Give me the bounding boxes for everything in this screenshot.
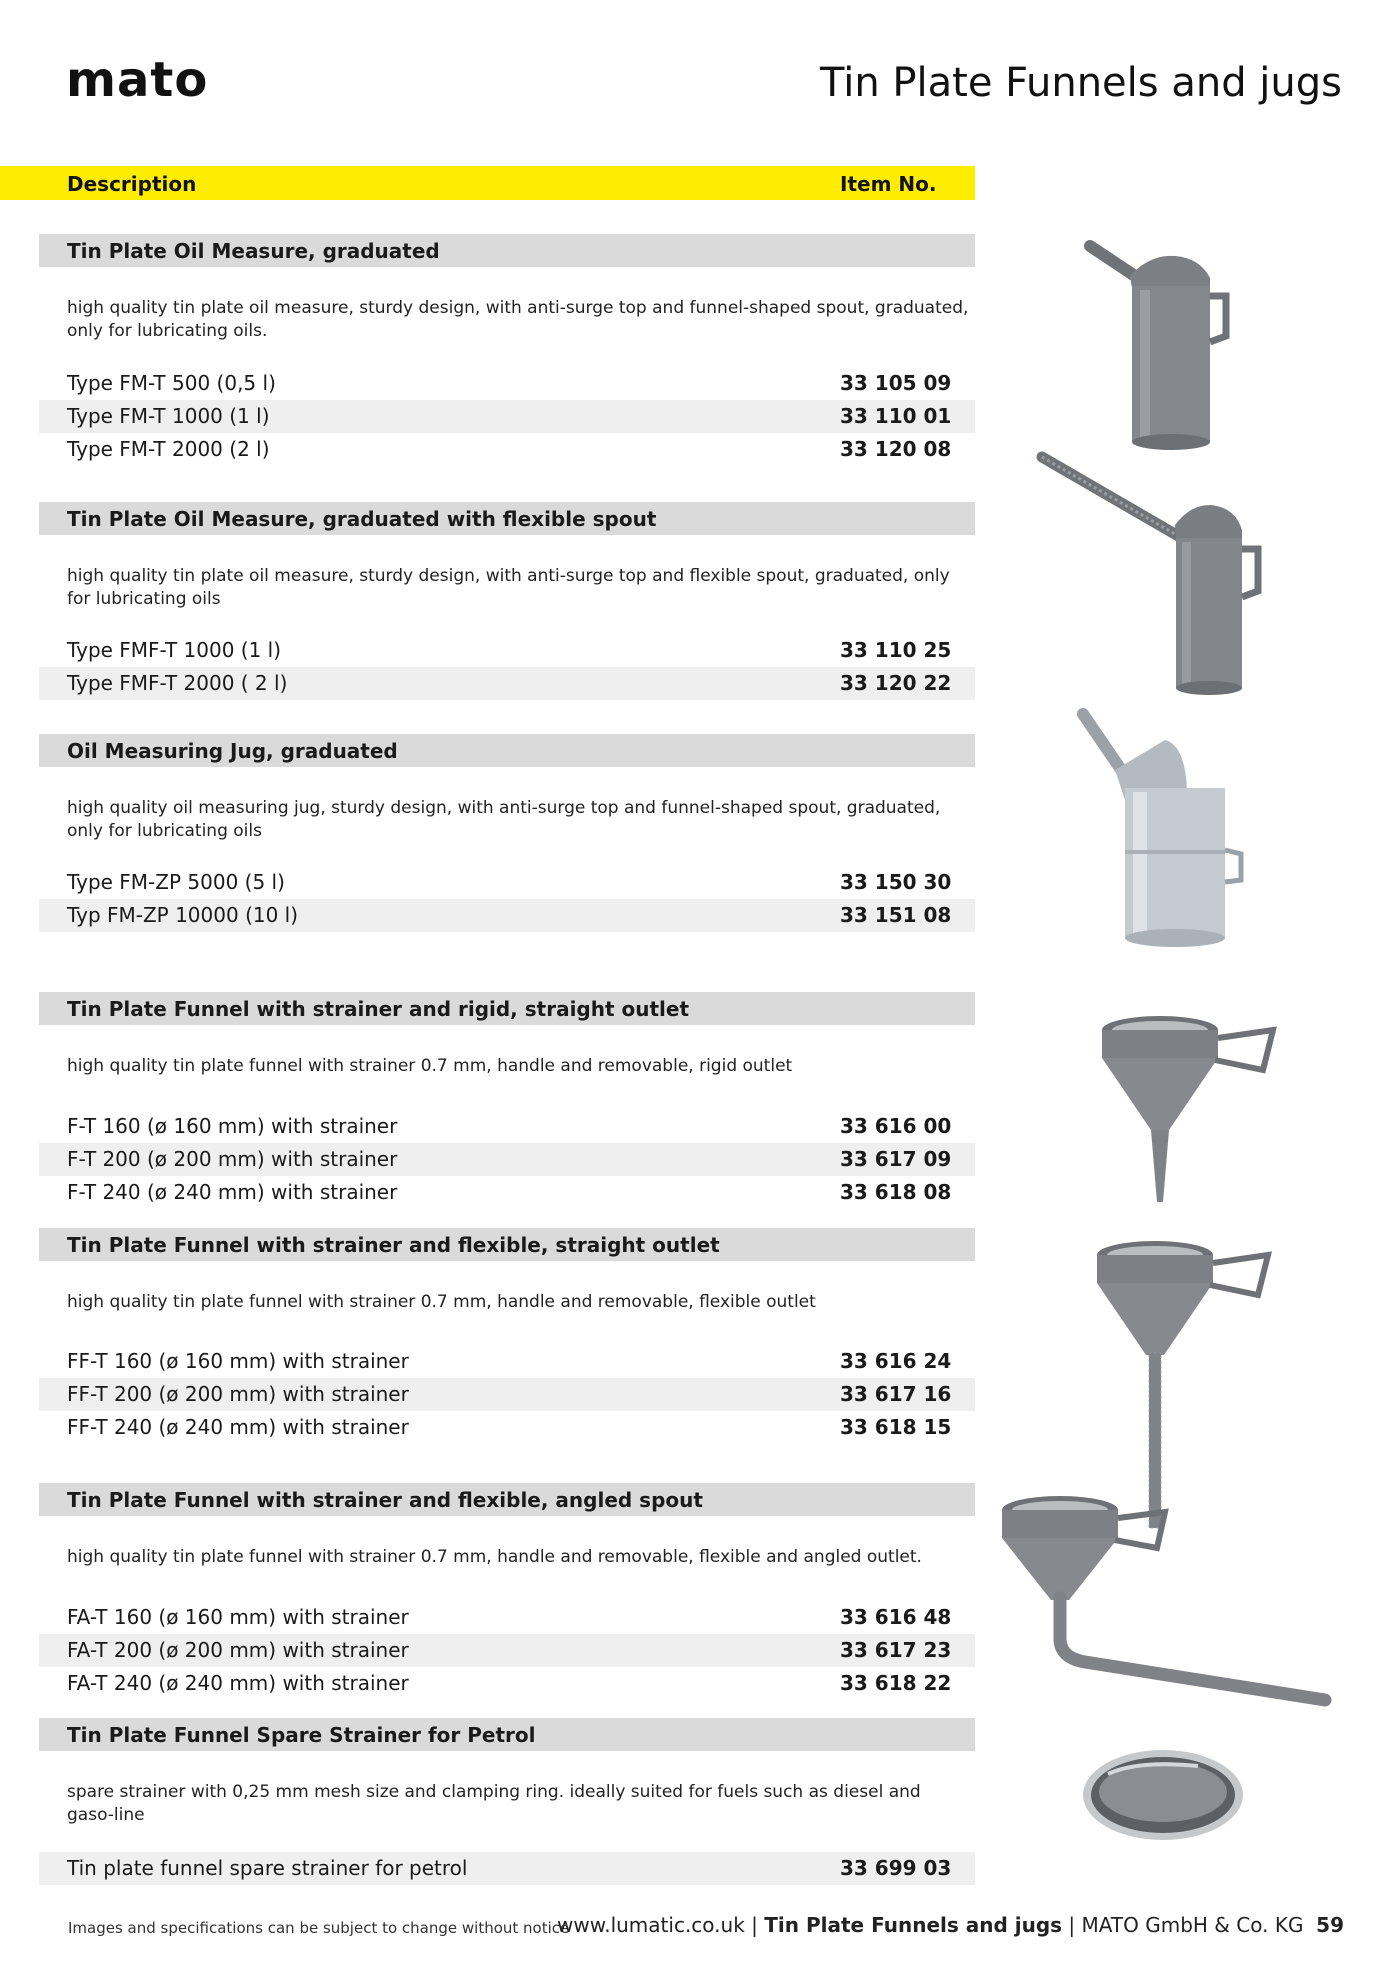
item-number: 33 618 15 xyxy=(840,1415,952,1439)
company-name: MATO GmbH & Co. KG xyxy=(1081,1913,1304,1937)
section-title: Tin Plate Funnel with strainer and rigid, straight outlet xyxy=(67,997,690,1021)
product-type: FF-T 160 (ø 160 mm) with strainer xyxy=(67,1349,409,1373)
section-description: high quality tin plate funnel with strainer 0.7 mm, handle and removable, rigid outlet xyxy=(67,1056,793,1076)
product-type: Type FM-T 1000 (1 l) xyxy=(67,404,270,428)
product-type: FF-T 200 (ø 200 mm) with strainer xyxy=(67,1382,409,1406)
item-number: 33 618 08 xyxy=(840,1180,952,1204)
product-type: Type FM-T 2000 (2 l) xyxy=(67,437,270,461)
product-type: Type FMF-T 2000 ( 2 l) xyxy=(67,671,288,695)
oil-measure-flexible-spout-image xyxy=(1030,445,1280,705)
spare-strainer-image xyxy=(1078,1740,1248,1850)
page-number: 59 xyxy=(1316,1913,1344,1937)
product-type: Typ FM-ZP 10000 (10 l) xyxy=(67,903,299,927)
item-number: 33 699 03 xyxy=(840,1856,952,1880)
item-number: 33 151 08 xyxy=(840,903,952,927)
product-type: Type FMF-T 1000 (1 l) xyxy=(67,638,282,662)
item-number: 33 617 16 xyxy=(840,1382,952,1406)
disclaimer-note: Images and specifications can be subject to change without notice xyxy=(68,1919,570,1937)
product-type: Tin plate funnel spare strainer for petrol xyxy=(67,1856,468,1880)
section-description: high quality tin plate funnel with strainer 0.7 mm, handle and removable, flexible outlet xyxy=(67,1292,816,1312)
item-number: 33 120 22 xyxy=(840,671,952,695)
description-column-header: Description xyxy=(67,172,197,196)
product-type: FA-T 200 (ø 200 mm) with strainer xyxy=(67,1638,409,1662)
oil-measure-image xyxy=(1080,236,1260,456)
product-type: FF-T 240 (ø 240 mm) with strainer xyxy=(67,1415,409,1439)
section-title: Tin Plate Funnel with strainer and flexible, angled spout xyxy=(67,1488,703,1512)
footer-separator: | xyxy=(751,1913,758,1937)
item-number: 33 618 22 xyxy=(840,1671,952,1695)
product-type: Type FM-T 500 (0,5 l) xyxy=(67,371,276,395)
section-title: Tin Plate Oil Measure, graduated with flexible spout xyxy=(67,507,657,531)
item-number: 33 617 23 xyxy=(840,1638,952,1662)
page-footer xyxy=(557,1913,1344,1937)
section-description: high quality tin plate oil measure, sturdy design, with anti-surge top and funnel-shaped spout, graduated, only for lubricating oils. xyxy=(67,298,969,341)
section-description: high quality tin plate oil measure, sturdy design, with anti-surge top and flexible spout, graduated, only for lubricating oils xyxy=(67,566,950,609)
section-description: high quality tin plate funnel with strainer 0.7 mm, handle and removable, flexible and angled outlet. xyxy=(67,1547,922,1567)
product-type: FA-T 160 (ø 160 mm) with strainer xyxy=(67,1605,409,1629)
product-type: F-T 240 (ø 240 mm) with strainer xyxy=(67,1180,398,1204)
product-type: F-T 160 (ø 160 mm) with strainer xyxy=(67,1114,398,1138)
item-number: 33 616 48 xyxy=(840,1605,952,1629)
product-type: FA-T 240 (ø 240 mm) with strainer xyxy=(67,1671,409,1695)
item-number: 33 105 09 xyxy=(840,371,952,395)
brand-logo: mato xyxy=(66,52,209,108)
oil-measuring-jug-image xyxy=(1075,700,1245,960)
footer-section-name: Tin Plate Funnels and jugs xyxy=(764,1913,1063,1937)
section-title: Oil Measuring Jug, graduated xyxy=(67,739,398,763)
section-title: Tin Plate Funnel Spare Strainer for Petrol xyxy=(67,1723,536,1747)
item-number: 33 616 00 xyxy=(840,1114,952,1138)
item-number: 33 110 01 xyxy=(840,404,952,428)
item-number: 33 120 08 xyxy=(840,437,952,461)
website-link[interactable]: www.lumatic.co.uk xyxy=(556,1913,745,1937)
item-number: 33 616 24 xyxy=(840,1349,952,1373)
section-description: spare strainer with 0,25 mm mesh size and clamping ring. ideally suited for fuels such as diesel and gaso-line xyxy=(67,1782,921,1825)
footer-separator: | xyxy=(1068,1913,1076,1937)
section-title: Tin Plate Funnel with strainer and flexible, straight outlet xyxy=(67,1233,720,1257)
product-type: F-T 200 (ø 200 mm) with strainer xyxy=(67,1147,398,1171)
item-number: 33 150 30 xyxy=(840,870,952,894)
page-title: Tin Plate Funnels and jugs xyxy=(820,60,1342,106)
product-type: Type FM-ZP 5000 (5 l) xyxy=(67,870,285,894)
funnel-angled-spout-image xyxy=(995,1490,1345,1720)
funnel-rigid-outlet-image xyxy=(1095,1010,1285,1210)
section-description: high quality oil measuring jug, sturdy design, with anti-surge top and funnel-shaped spout, graduated, only for lubricating oils xyxy=(67,798,941,841)
section-title: Tin Plate Oil Measure, graduated xyxy=(67,239,440,263)
item-number: 33 110 25 xyxy=(840,638,952,662)
item-number: 33 617 09 xyxy=(840,1147,952,1171)
item-number-column-header: Item No. xyxy=(840,172,937,196)
